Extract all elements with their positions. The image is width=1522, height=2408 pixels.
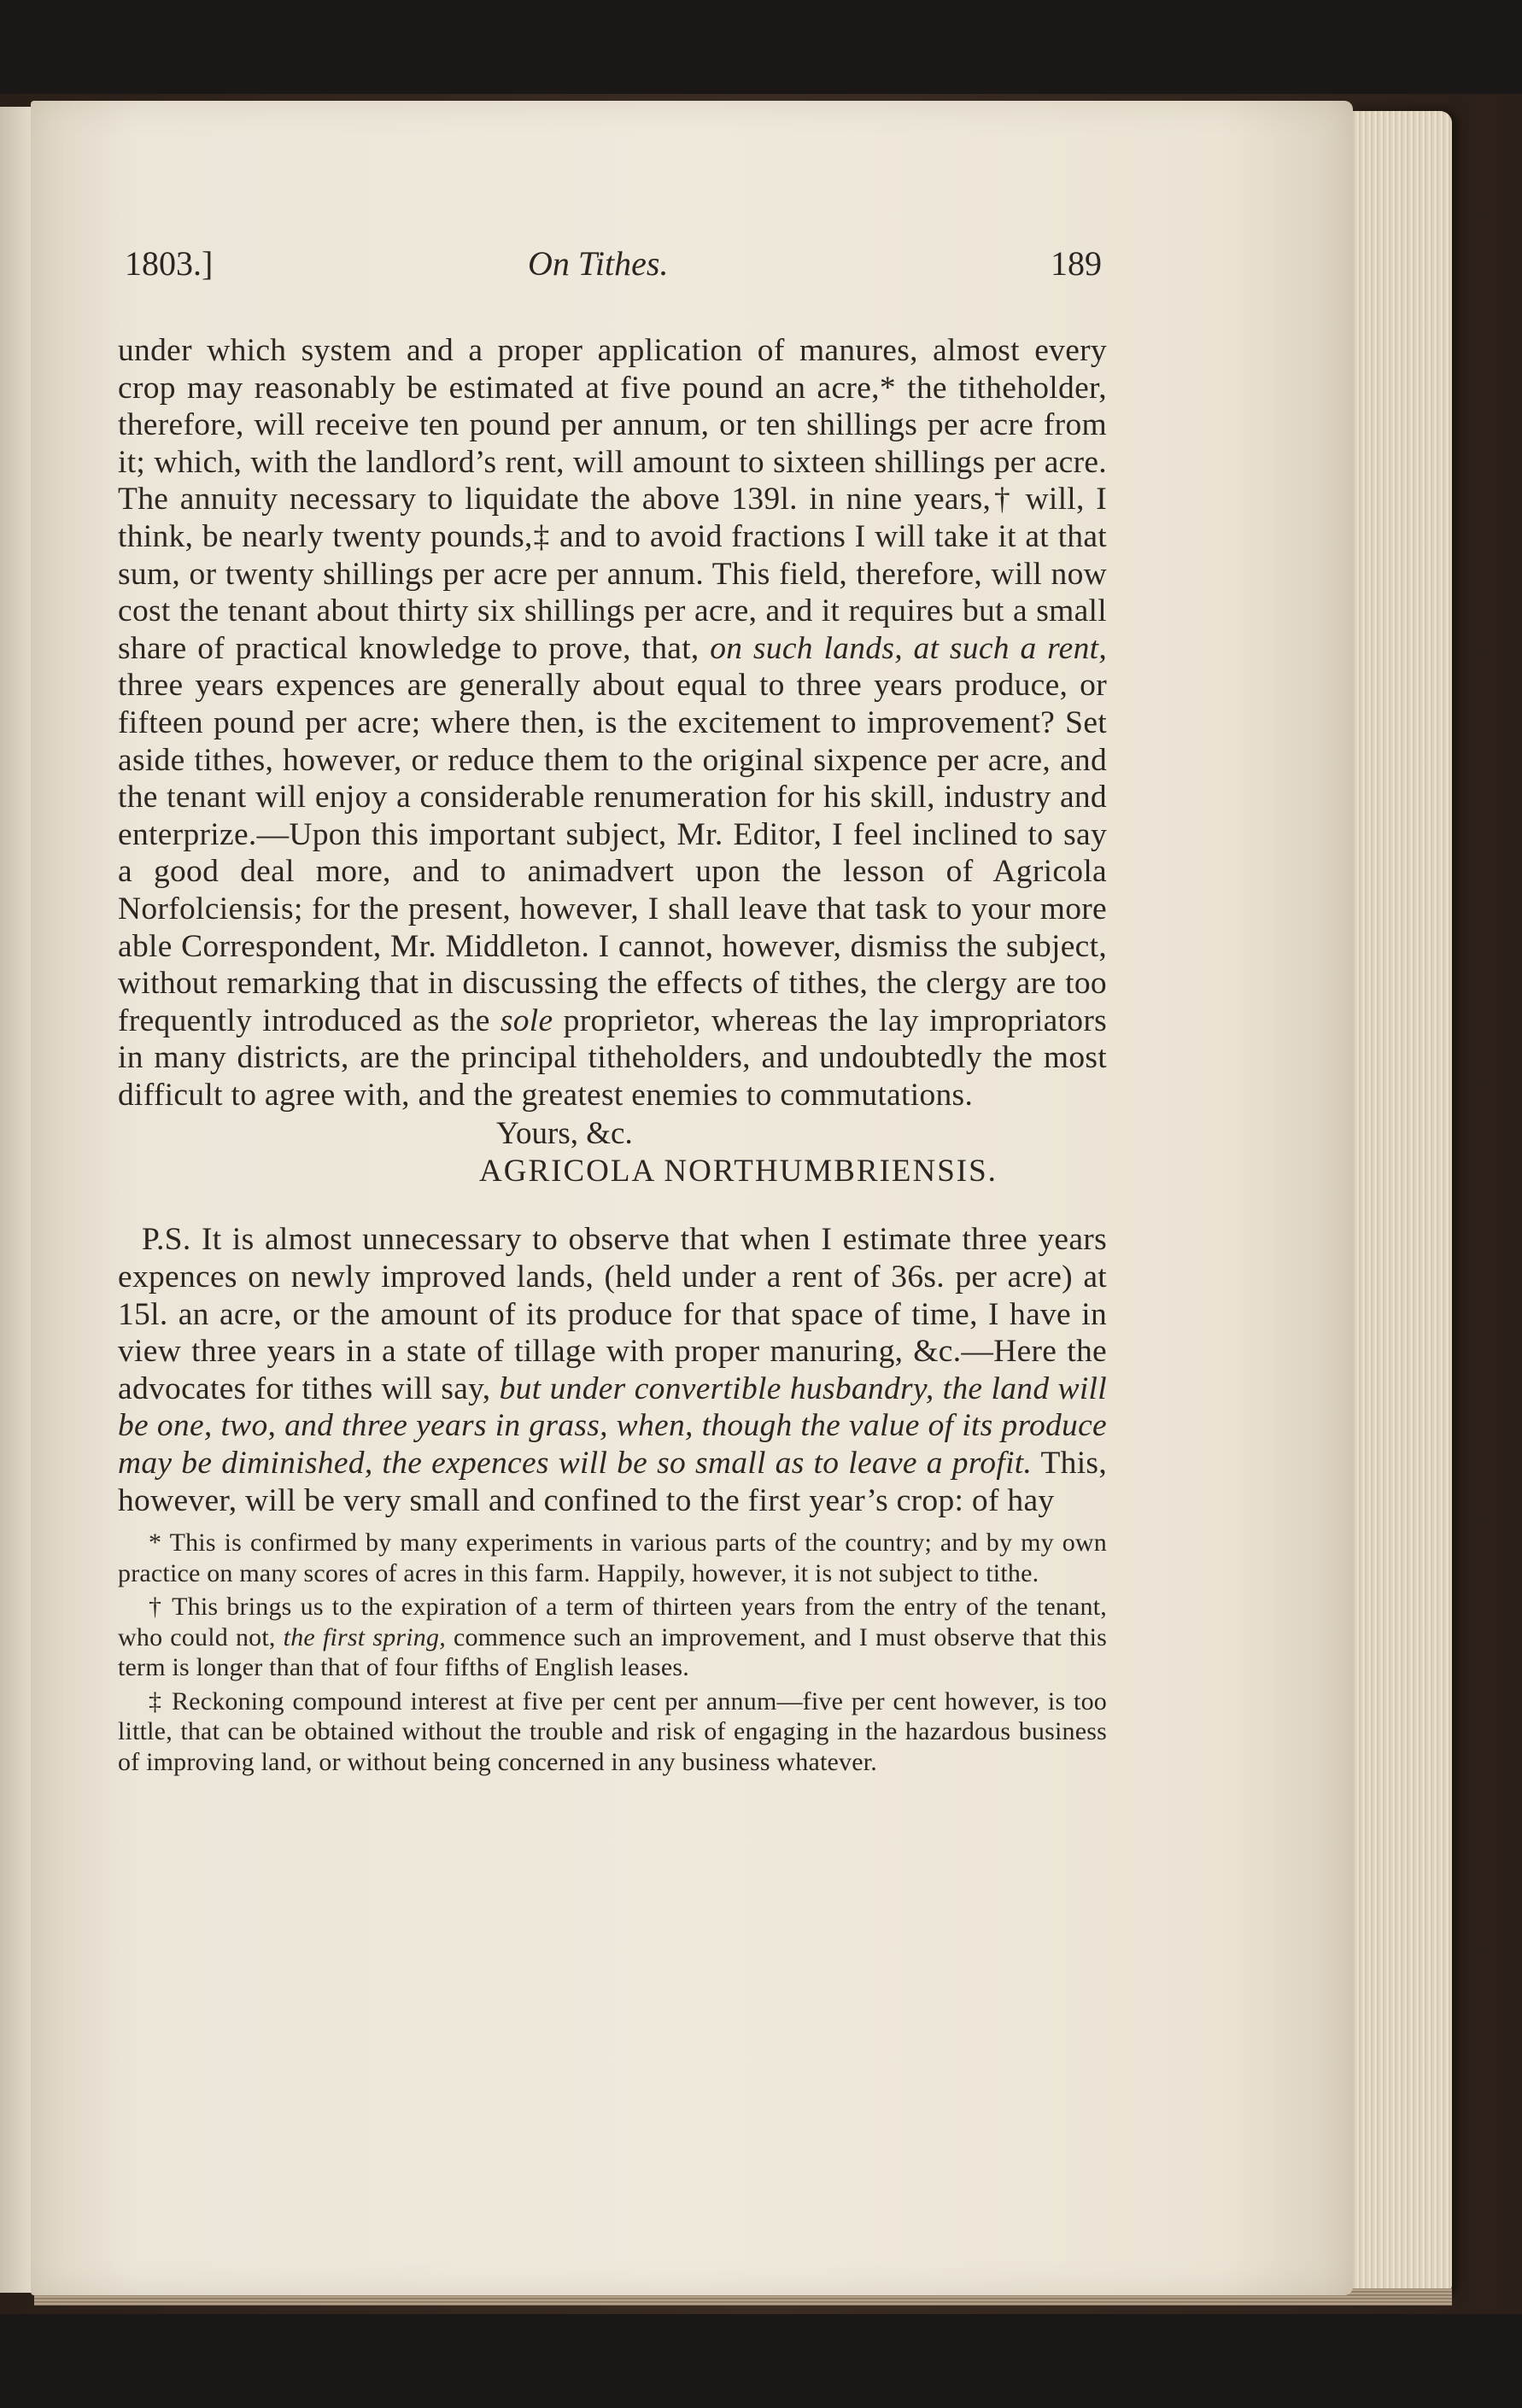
footnotes <box>118 1528 1107 1777</box>
footnote-dagger-italic: the first spring, <box>283 1622 446 1651</box>
main-paragraph <box>118 332 1107 1113</box>
footnote-dagger <box>118 1592 1107 1683</box>
footnote-dagger-start: † This brings us to the expiration of a term of thirteen years from the entry of the tenant, who could not, <box>118 1593 1107 1651</box>
postscript-start: P.S. It is almost unnecessary to observe that when I estimate three years expences on newly improved lands, (held under a rent of 36s. per acre) at 15l. an acre, or the amount of its produce for that space of time, I have in view three years in a state of tillage with proper manuring, &c.—Here the advocates for tithes will say, <box>118 1222 1107 1406</box>
main-text-part-2: three years expences are generally about equal to three years produce, or fifteen pound per acre; where then, is the excitement to improvement? Set aside tithes, however, or reduce them to the original sixpence per acre, and the tenant will enjoy a considerable renumeration for his skill, industry and enterprize.—Upon this important subject, Mr. Editor, I feel inclined to say a good deal more, and to animadvert upon the lesson of Agricola Norfolciensis; for the present, however, I shall leave that task to your more able Correspondent, Mr. Middleton. I cannot, however, dismiss the subject, without remarking that in discussing the effects of tithes, the clergy are too frequently introduced as the <box>118 668 1107 1038</box>
main-text-part-1: under which system and a proper application of manures, almost every crop may reasonably be estimated at five pound an acre,* the titheholder, therefore, will receive ten pound per annum, or ten shillings per acre from it; which, with the landlord’s rent, will amount to sixteen shillings per acre. The annuity necessary to liquidate the above 139l. in nine years,† will, I think, be nearly twenty pounds,‡ and to avoid fractions I will take it at that sum, or twenty shillings per acre per annum. This field, therefore, will now cost the tenant about thirty six shillings per acre, and it requires but a small share of practical knowledge to prove, that, <box>118 333 1107 666</box>
running-head <box>118 243 1107 286</box>
postscript-italic: but under convertible husbandry, the land will be one, two, and three years in grass, when, though the value of its produce may be diminished, the expences will be so small as to leave a profit. <box>118 1371 1107 1482</box>
main-text-part-3: proprietor, whereas the lay impropriators in many districts, are the principal titheholders, and undoubtedly the most difficult to agree with, and the greatest enemies to commutations. <box>118 1002 1107 1113</box>
footnote-double-dagger: ‡ Reckoning compound interest at five per cent per annum—five per cent however, is too little, that can be obtained without the trouble and risk of engaging in the hazardous business of improving land, or without being concerned in any business whatever. <box>118 1686 1107 1776</box>
page-content <box>118 243 1107 1780</box>
running-head-title: On Tithes. <box>528 244 669 283</box>
left-page-edge <box>0 107 34 2293</box>
page-edges <box>1349 111 1452 2297</box>
postscript <box>118 1221 1107 1519</box>
page-number: 189 <box>1051 244 1102 283</box>
signoff-yours: Yours, &c. <box>496 1116 633 1152</box>
main-text-italic-2: sole <box>500 1002 553 1038</box>
footnote-dagger-end: commence such an improvement, and I must observe that this term is longer than that of four fifths of English leases. <box>118 1622 1108 1682</box>
author-name: AGRICOLA NORTHUMBRIENSIS. <box>479 1154 998 1189</box>
footnote-star: * This is confirmed by many experiments in various parts of the country; and by my own practice on many scores of acres in this farm. Happily, however, it is not subject to tithe. <box>118 1528 1107 1587</box>
postscript-end: This, however, will be very small and confined to the first year’s crop: of hay <box>118 1446 1107 1518</box>
running-head-year: 1803.] <box>125 244 214 283</box>
main-text-italic-1: on such lands, at such a rent, <box>710 630 1108 666</box>
signoff <box>118 1115 1107 1190</box>
